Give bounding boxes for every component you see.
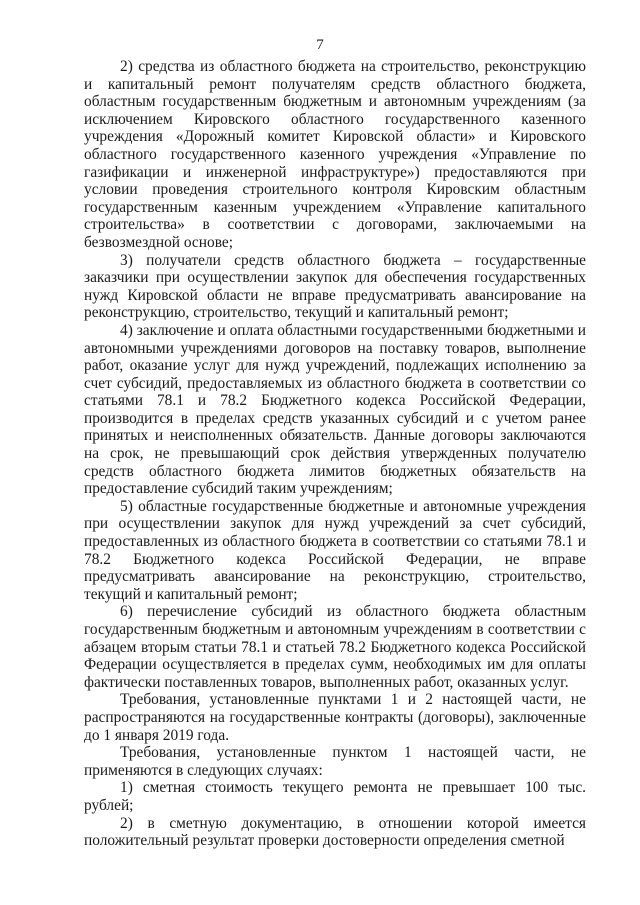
paragraph-item-3: 3) получатели средств областного бюджета – государственные заказчики при осуществлении закупок для обеспечения государственных нужд Кировской области не вправе предусматривать авансирование на реконструкцию, строительство, текущий и капитальный ремонт; xyxy=(84,251,586,322)
paragraph-item-5: 5) областные государственные бюджетные и автономные учреждения при осуществлении закупок для нужд учреждений за счет субсидий, предоставленных из областного бюджета в соответствии со статьями 78.1 и 78.2 Бюджетного кодекса Российской Федерации, не вправе предусматривать авансирование на реконструкцию, строительство, текущий и капитальный ремонт; xyxy=(84,497,586,603)
page-number: 7 xyxy=(316,37,324,53)
paragraph-case-1: 1) сметная стоимость текущего ремонта не превышает 100 тыс. рублей; xyxy=(84,779,586,814)
paragraph-item-6: 6) перечисление субсидий из областного бюджета областным государственным бюджетным и автономным учреждениям в соответствии с абзацем вторым статьи 78.1 и статьей 78.2 Бюджетного кодекса Российской Федерации осуществляется в пределах сумм, необходимых им для оплаты фактически поставленных товаров, выполненных работ, оказанных услуг. xyxy=(84,603,586,691)
body-text xyxy=(84,58,586,850)
paragraph-requirements-cases: Требования, установленные пунктом 1 настоящей части, не применяются в следующих случаях: xyxy=(84,744,586,779)
paragraph-case-2: 2) в сметную документацию, в отношении которой имеется положительный результат проверки достоверности определения сметной xyxy=(84,814,586,850)
paragraph-item-4: 4) заключение и оплата областными государственными бюджетными и автономными учреждениями договоров на поставку товаров, выполнение работ, оказание услуг для нужд учреждений, подлежащих исполнению за счет субсидий, предоставляемых из областного бюджета в соответствии со статьями 78.1 и 78.2 Бюджетного кодекса Российской Федерации, производится в пределах средств указанных субсидий и с учетом ранее принятых и неисполненных обязательств. Данные договоры заключаются на срок, не превышающий срок действия утвержденных получателю средств областного бюджета лимитов бюджетных обязательств на предоставление субсидий таким учреждениям; xyxy=(84,321,586,498)
paragraph-item-2: 2) средства из областного бюджета на строительство, реконструкцию и капитальный ремонт получателям средств областного бюджета, областным государственным бюджетным и автономным учреждениям (за исключением Кировского областного государственного казенного учреждения «Дорожный комитет Кировской области» и Кировского областного государственного казенного учреждения «Управление по газификации и инженерной инфраструктуре») предоставляются при условии проведения строительного контроля Кировским областным государственным казенным учреждением «Управление капитального строительства» в соответствии с договорами, заключаемыми на безвозмездной основе; xyxy=(84,58,586,251)
paragraph-requirements-exemption: Требования, установленные пунктами 1 и 2 настоящей части, не распространяются на государственные контракты (договоры), заключенные до 1 января 2019 года. xyxy=(84,691,586,744)
